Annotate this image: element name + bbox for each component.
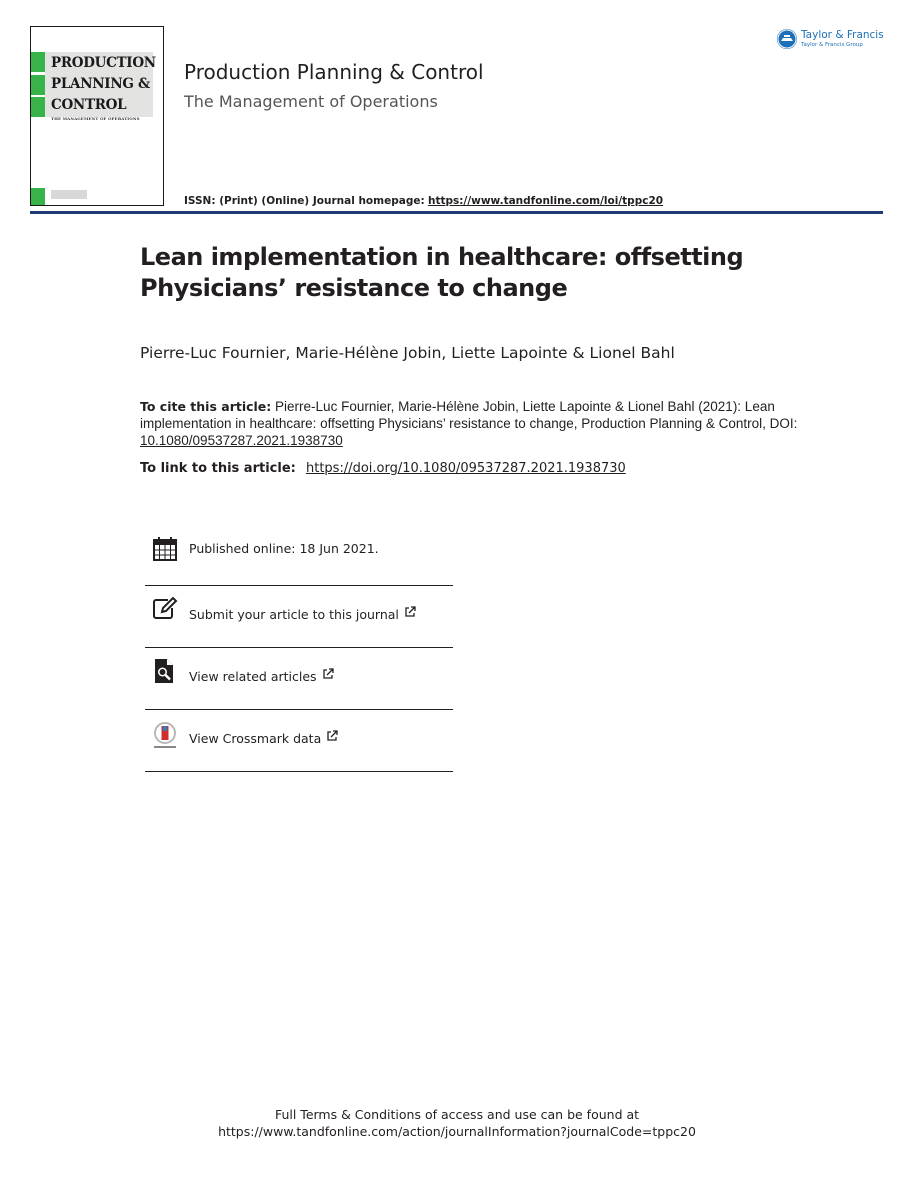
published-online-row [145, 525, 453, 586]
cover-green-stripe [31, 97, 45, 117]
footer-terms-text: Full Terms & Conditions of access and use can be found at [274, 1107, 640, 1122]
published-online-text: Published online: 18 Jun 2021. [189, 541, 379, 556]
citation-label: To cite this article: [140, 399, 272, 414]
external-link-icon [322, 668, 334, 680]
submit-article-link[interactable] [189, 606, 416, 622]
submit-article-label: Submit your article to this journal [189, 607, 399, 622]
cover-publisher-logo [51, 190, 87, 199]
issn-label: ISSN: (Print) (Online) Journal homepage: [184, 195, 425, 207]
row-divider [145, 585, 453, 587]
article-doi-link[interactable]: https://doi.org/10.1080/09537287.2021.1938730 [305, 461, 626, 476]
citation-text: Pierre-Luc Fournier, Marie-Hélène Jobin, Liette Lapointe & Lionel Bahl (2021): Lean implementation in healthcare: offsetting Physicians’ resistance to change, Production Planning & Control, DOI: [140, 399, 798, 431]
calendar-icon [152, 536, 178, 562]
crossmark-label: View Crossmark data [189, 731, 322, 746]
citation-block [140, 398, 800, 449]
header-divider [30, 211, 883, 214]
footer [0, 1106, 914, 1140]
publisher-logo [777, 27, 887, 55]
journal-homepage-link[interactable]: https://www.tandfonline.com/loi/tppc20 [428, 195, 664, 207]
cover-green-stripe [31, 188, 45, 206]
journal-title: Production Planning & Control [184, 60, 484, 84]
cover-green-stripe [31, 52, 45, 72]
footer-terms-link[interactable]: https://www.tandfonline.com/action/journalInformation?journalCode=tppc20 [218, 1124, 696, 1139]
journal-cover-thumbnail [30, 26, 164, 206]
article-authors: Pierre-Luc Fournier, Marie-Hélène Jobin, Liette Lapointe & Lionel Bahl [140, 344, 675, 362]
row-divider [145, 709, 453, 711]
issn-line [184, 195, 663, 207]
publisher-logo-icon [777, 29, 797, 49]
publisher-name: Taylor & Francis [801, 29, 884, 41]
cover-title: PRODUCTION PLANNING & CONTROL [51, 55, 156, 113]
cover-subtitle: THE MANAGEMENT OF OPERATIONS [51, 116, 140, 121]
edit-icon [152, 596, 178, 622]
crossmark-icon [152, 722, 178, 748]
publisher-group: Taylor & Francis Group [801, 42, 863, 48]
external-link-icon [326, 730, 338, 742]
crossmark-link[interactable] [189, 730, 338, 746]
article-link-line [140, 461, 626, 476]
search-document-icon [152, 658, 178, 684]
row-divider [145, 771, 453, 773]
article-title: Lean implementation in healthcare: offsetting Physicians’ resistance to change [140, 243, 744, 302]
row-divider [145, 647, 453, 649]
crossmark-row[interactable] [145, 711, 453, 772]
cover-green-stripe [31, 75, 45, 95]
article-link-label: To link to this article: [140, 461, 296, 476]
citation-doi-link[interactable]: 10.1080/09537287.2021.1938730 [140, 433, 343, 448]
related-articles-row[interactable] [145, 649, 453, 710]
external-link-icon [404, 606, 416, 618]
related-articles-label: View related articles [189, 669, 317, 684]
submit-article-row[interactable] [145, 587, 453, 648]
journal-subtitle: The Management of Operations [184, 92, 438, 111]
related-articles-link[interactable] [189, 668, 334, 684]
